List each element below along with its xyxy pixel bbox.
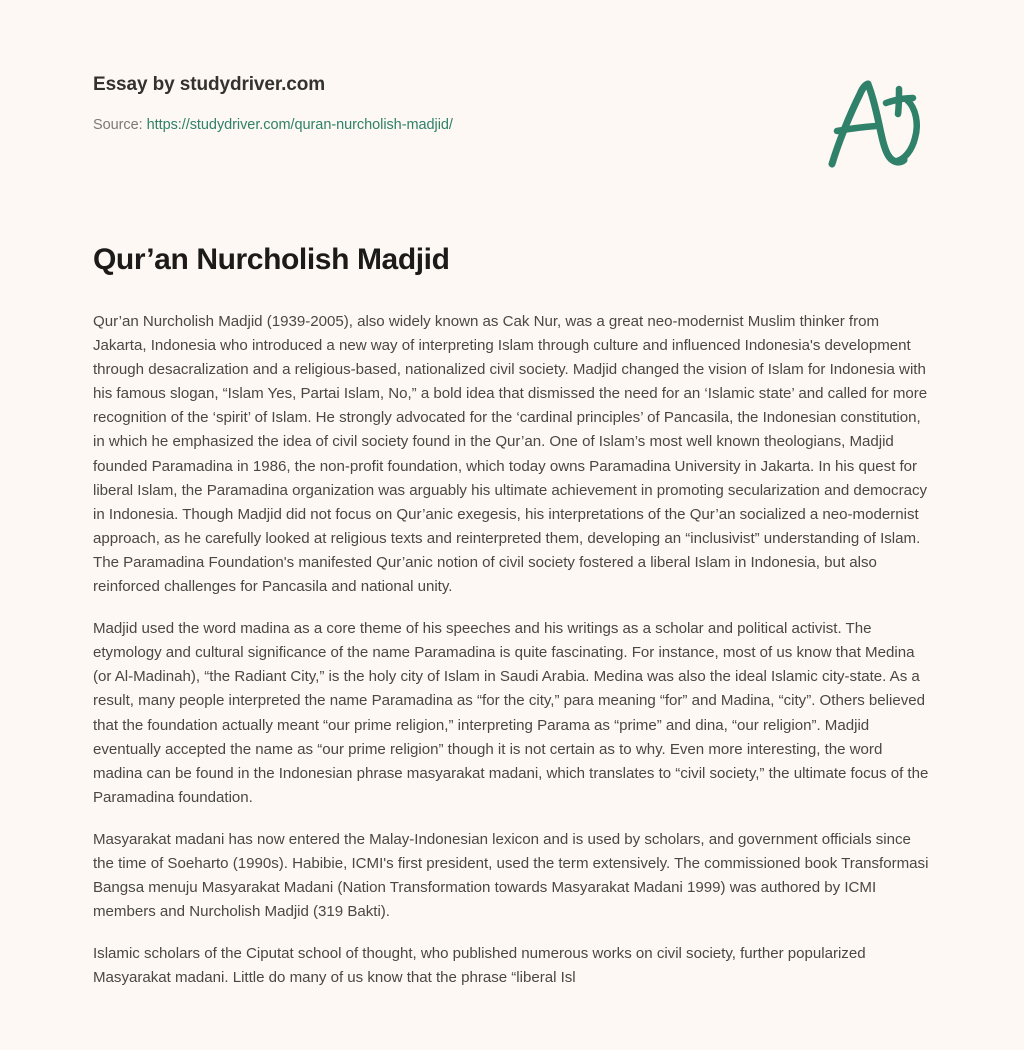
source-line [93,117,453,133]
source-label: Source: [93,117,143,133]
source-url-link[interactable]: https://studydriver.com/quran-nurcholish-madjid/ [146,117,453,133]
article [93,243,931,990]
essay-byline: Essay by studydriver.com [93,74,326,95]
page-title: Qur’an Nurcholish Madjid [93,243,450,276]
article-paragraph: Qur’an Nurcholish Madjid (1939-2005), also widely known as Cak Nur, was a great neo-modernist Muslim thinker from Jakarta, Indonesia who introduced a new way of interpreting Islam through culture and influenced Indonesia's development through desacralization and a religious-based, nationalized civil society. Madjid changed the vision of Islam for Indonesia with his famous slogan, “Islam Yes, Partai Islam, No,” a bold idea that dismissed the need for an ‘Islamic state’ and called for more recognition of the ‘spirit’ of Islam. He strongly advocated for the ‘cardinal principles’ of Pancasila, the Indonesian constitution, in which he emphasized the idea of civil society found in the Qur’an. One of Islam’s most well known theologians, Madjid founded Paramadina in 1986, the non-profit foundation, which today owns Paramadina University in Jakarta. In his quest for liberal Islam, the Paramadina organization was arguably his ultimate achievement in promoting secularization and democracy in Indonesia. Though Madjid did not focus on Qur’anic exegesis, his interpretations of the Qur’an socialized a neo-modernist approach, as he carefully looked at religious texts and reinterpreted them, developing an “inclusivist” understanding of Islam. The Paramadina Foundation's manifested Qur’anic notion of civil society fostered a liberal Islam in Indonesia, but also reinforced challenges for Pancasila and national unity. [93,313,928,596]
article-body [93,310,931,990]
studydriver-logo[interactable] [818,72,930,172]
page-header [0,0,1024,200]
article-paragraph: Madjid used the word madina as a core theme of his speeches and his writings as a scholar and political activist. The etymology and cultural significance of the name Paramadina is quite fascinating. For instance, most of us know that Medina (or Al-Madinah), “the Radiant City,” is the holy city of Islam in Saudi Arabia. Medina was also the ideal Islamic city-state. As a result, many people interpreted the name Paramadina as “for the city,” para meaning “for” and Madina, “city”. Others believed that the foundation actually meant “our prime religion,” interpreting Parama as “prime” and dina, “our religion”. Madjid eventually accepted the name as “our prime religion” though it is not certain as to why. Even more interesting, the word madina can be found in the Indonesian phrase masyarakat madani, which translates to “civil society,” the ultimate focus of the Paramadina foundation. [93,620,929,806]
article-paragraph: Islamic scholars of the Ciputat school of thought, who published numerous works on civil society, further popularized Masyarakat madani. Little do many of us know that the phrase “liberal Isl [93,945,866,987]
a-plus-logo-icon [818,72,930,172]
article-paragraph: Masyarakat madani has now entered the Malay-Indonesian lexicon and is used by scholars, and government officials since the time of Soeharto (1990s). Habibie, ICMI's first president, used the term extensively. The commissioned book Transformasi Bangsa menuju Masyarakat Madani (Nation Transformation towards Masyarakat Madani 1999) was authored by ICMI members and Nurcholish Madjid (319 Bakti). [93,830,929,921]
